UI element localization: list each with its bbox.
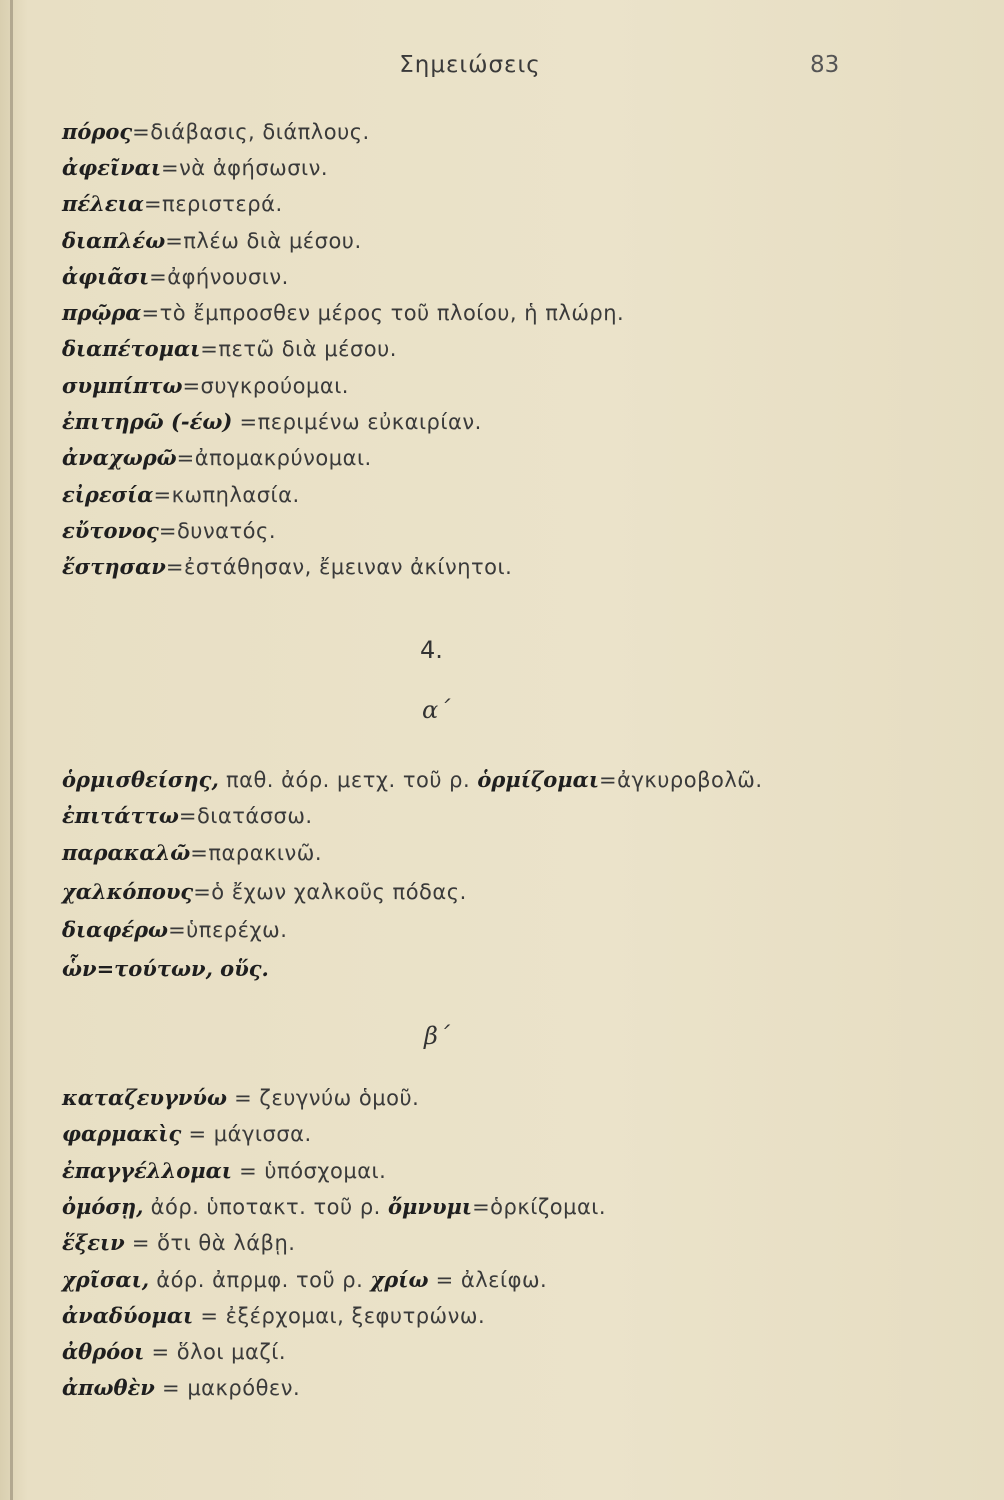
- gloss-entry: [62, 479, 300, 511]
- headword: ἀναδύομαι: [62, 1303, 194, 1328]
- gloss-entry: [62, 837, 322, 869]
- definition: =ἐστάθησαν, ἔμειναν ἀκίνητοι.: [165, 555, 513, 579]
- headword: φαρμακὶς: [62, 1121, 182, 1146]
- headword: ὁρμίζομαι: [477, 767, 600, 792]
- definition: = ζευγνύω ὁμοῦ.: [226, 1086, 420, 1110]
- definition: =ὁρκίζομαι.: [472, 1195, 607, 1219]
- definition: =δυνατός.: [158, 519, 277, 543]
- definition: = ὑπόσχομαι.: [231, 1159, 387, 1183]
- gloss-entry: [62, 876, 467, 908]
- definition: =συγκρούομαι.: [182, 374, 349, 398]
- headword: χρίω: [370, 1267, 429, 1292]
- headword: ἀπωθὲν: [62, 1375, 155, 1400]
- definition: = μακρόθεν.: [154, 1376, 301, 1400]
- headword: διαπλέω: [62, 228, 166, 253]
- gloss-entry: [62, 188, 283, 220]
- definition: =ὑπερέχω.: [168, 918, 288, 942]
- headword: πρῷρα: [62, 300, 142, 325]
- headword: συμπίπτω: [62, 373, 183, 398]
- definition: =παρακινῶ.: [190, 841, 323, 865]
- definition: =ἀφήνουσιν.: [149, 265, 289, 289]
- definition: = ἐξέρχομαι, ξεφυτρώνω.: [193, 1304, 486, 1328]
- definition: = ὅτι θὰ λάβῃ.: [124, 1231, 296, 1255]
- subsection-b-label: β΄: [424, 1022, 450, 1050]
- gloss-entry: [62, 1191, 606, 1223]
- definition: =ἀγκυροβολῶ.: [599, 768, 763, 792]
- headword: καταζευγνύω: [62, 1085, 227, 1110]
- gloss-entry: [62, 1155, 386, 1187]
- gloss-entry: [62, 1082, 419, 1114]
- gloss-entry: [62, 261, 289, 293]
- headword: χρῖσαι,: [62, 1267, 150, 1292]
- definition: =περιστερά.: [143, 192, 283, 216]
- gloss-entry: [62, 225, 362, 257]
- definition: ἀόρ. ὑποτακτ. τοῦ ρ.: [143, 1195, 388, 1219]
- gloss-entry: [62, 1227, 295, 1259]
- gloss-entry: [62, 515, 276, 547]
- headword: πόρος: [62, 119, 133, 144]
- definition: =πετῶ διὰ μέσου.: [200, 337, 397, 361]
- subsection-a-label: α΄: [422, 696, 451, 724]
- definition: = μάγισσα.: [181, 1122, 312, 1146]
- headword: παρακαλῶ: [62, 840, 191, 865]
- gloss-entry: [62, 914, 287, 946]
- headword: ὀμόσῃ,: [62, 1194, 144, 1219]
- headword: ἀφιᾶσι: [62, 264, 150, 289]
- definition: =περιμένω εὐκαιρίαν.: [232, 410, 482, 434]
- headword: διαπέτομαι: [62, 336, 201, 361]
- page-number: 83: [810, 52, 840, 78]
- gloss-entry: [62, 953, 269, 985]
- gloss-entry: [62, 1372, 300, 1404]
- headword: ὧν=τούτων, οὕς.: [62, 956, 269, 981]
- definition: =ἀπομακρύνομαι.: [176, 446, 372, 470]
- definition: =διάβασις, διάπλους.: [132, 120, 370, 144]
- definition: =ὁ ἔχων χαλκοῦς πόδας.: [193, 880, 467, 904]
- definition: =διατάσσω.: [178, 804, 313, 828]
- gloss-entry: [62, 152, 328, 184]
- headword: εὔτονος: [62, 518, 159, 543]
- gloss-entry: [62, 297, 624, 329]
- gloss-entry: [62, 1118, 312, 1150]
- definition: =τὸ ἔμπροσθεν μέρος τοῦ πλοίου, ἡ πλώρη.: [141, 301, 625, 325]
- definition: = ἀλείφω.: [428, 1268, 548, 1292]
- running-title: Σημειώσεις: [399, 52, 541, 78]
- gloss-entry: [62, 764, 763, 796]
- headword: ἕξειν: [62, 1230, 125, 1255]
- headword: ἐπιτηρῶ (-έω): [62, 409, 233, 434]
- definition: = ὅλοι μαζί.: [144, 1340, 287, 1364]
- section-number: 4.: [420, 636, 443, 664]
- headword: πέλεια: [62, 191, 144, 216]
- headword: ἀναχωρῶ: [62, 445, 177, 470]
- gloss-entry: [62, 116, 370, 148]
- page-header: [0, 52, 1004, 88]
- headword: ἐπαγγέλλομαι: [62, 1158, 232, 1183]
- gloss-entry: [62, 800, 313, 832]
- headword: ὁρμισθείσης,: [62, 767, 219, 792]
- headword: διαφέρω: [62, 917, 169, 942]
- gloss-entry: [62, 1264, 547, 1296]
- gloss-entry: [62, 1336, 286, 1368]
- gloss-entry: [62, 370, 349, 402]
- headword: ἀφεῖναι: [62, 155, 161, 180]
- binding-edge: [10, 0, 13, 1500]
- headword: ἔστησαν: [62, 554, 166, 579]
- headword: ὄμνυμι: [388, 1194, 473, 1219]
- gloss-entry: [62, 333, 397, 365]
- gloss-entry: [62, 1300, 485, 1332]
- definition: =κωπηλασία.: [153, 483, 300, 507]
- gloss-entry: [62, 442, 372, 474]
- headword: χαλκόπους: [62, 879, 194, 904]
- headword: ἀθρόοι: [62, 1339, 145, 1364]
- headword: εἰρεσία: [62, 482, 154, 507]
- definition: ἀόρ. ἀπρμφ. τοῦ ρ.: [149, 1268, 371, 1292]
- gloss-entry: [62, 551, 512, 583]
- definition: =πλέω διὰ μέσου.: [165, 229, 362, 253]
- headword: ἐπιτάττω: [62, 803, 179, 828]
- gloss-entry: [62, 406, 482, 438]
- definition: =νὰ ἀφήσωσιν.: [160, 156, 329, 180]
- definition: παθ. ἀόρ. μετχ. τοῦ ρ.: [218, 768, 478, 792]
